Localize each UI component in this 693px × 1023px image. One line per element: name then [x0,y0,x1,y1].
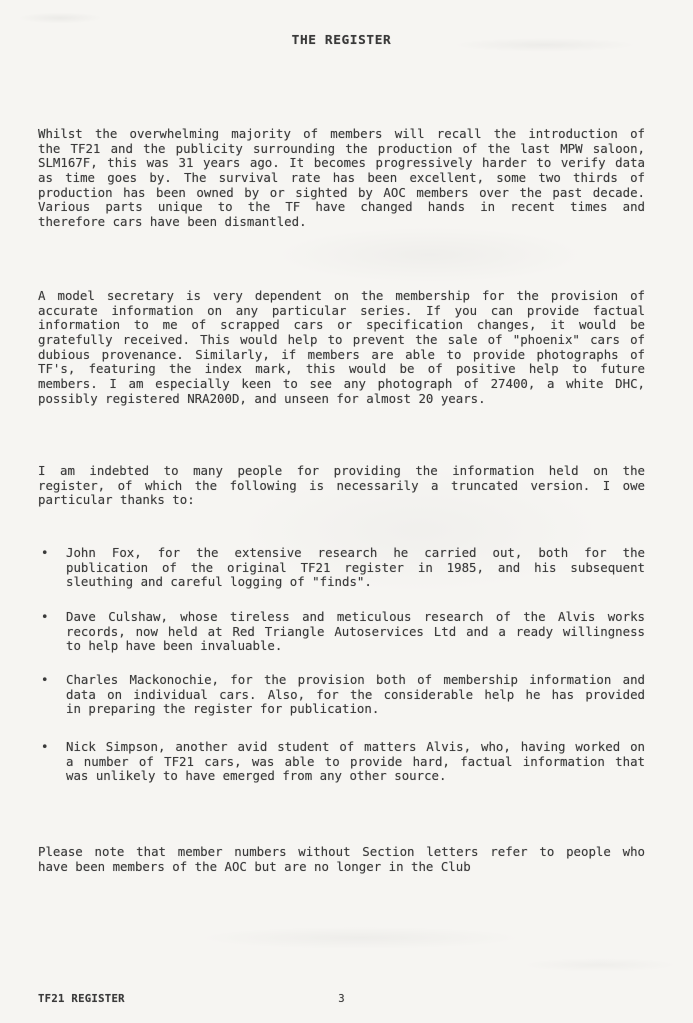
bullet-text [66,673,645,717]
text-line: production has been owned by or sighted by AOC members over the past decade. [38,184,645,200]
paragraph-introduction [38,127,645,230]
text-line: information to me of scrapped cars or specification changes, it would be [38,317,645,333]
paragraph-model-secretary [38,289,645,406]
footer-page-number: 3 [338,993,345,1005]
text-line: possibly registered NRA200D, and unseen for almost 20 years. [38,390,486,406]
text-line: John Fox, for the extensive research he carried out, both for the [66,545,645,560]
text-line: register, of which the following is necessarily a truncated version. I owe [38,477,645,493]
text-line: sleuthing and careful logging of "finds". [66,574,372,590]
text-line: Dave Culshaw, whose tireless and meticulous research of the Alvis works [66,609,645,624]
bullet-item-charles-mackonochie [38,673,645,717]
text-line: gratefully received. This would help to prevent the sale of "phoenix" cars of [38,331,645,347]
text-line: I am indebted to many people for providing the information held on the [38,463,645,478]
text-line: data on individual cars. Also, for the considerable help he has provided [66,686,645,702]
text-line: dubious provenance. Similarly, if members are able to provide photographs of [38,346,645,362]
text-line: to help have been invaluable. [66,638,283,654]
text-line: was unlikely to have emerged from any other source. [66,768,447,784]
text-line: SLM167F, this was 31 years ago. It becomes progressively harder to verify data [38,155,645,171]
text-line: members. I am especially keen to see any photograph of 27400, a white DHC, [38,375,645,391]
text-line: Various parts unique to the TF have changed hands in recent times and [38,199,645,215]
footer-document-title: TF21 REGISTER [38,993,125,1005]
text-line: have been members of the AOC but are no longer in the Club [38,858,471,874]
text-line: A model secretary is very dependent on the membership for the provision of [38,288,645,303]
text-line: a number of TF21 cars, was able to provide hard, factual information that [66,753,645,769]
text-line: Charles Mackonochie, for the provision both of membership information and [66,672,645,687]
text-line: as time goes by. The survival rate has been excellent, some two thirds of [38,169,645,185]
bullet-icon: • [41,545,49,560]
bullet-text [66,740,645,784]
text-line: Whilst the overwhelming majority of members will recall the introduction of [38,126,645,141]
bullet-text [66,546,645,590]
bullet-icon: • [41,739,49,754]
text-line: accurate information on any particular series. If you can provide factual [38,302,645,318]
text-line: in preparing the register for publication. [66,701,380,717]
bullet-icon: • [41,609,49,624]
bullet-text [66,610,645,654]
text-line: particular thanks to: [38,492,195,508]
text-line: TF's, featuring the index mark, this would be of positive help to future [38,361,645,377]
text-line: publication of the original TF21 register in 1985, and his subsequent [66,559,645,575]
text-line: Please note that member numbers without Section letters refer to people who [38,844,645,859]
text-line: therefore cars have been dismantled. [38,213,307,229]
text-line: records, now held at Red Triangle Autoservices Ltd and a ready willingness [66,623,645,639]
text-line: the TF21 and the publicity surrounding the production of the last MPW saloon, [38,140,645,156]
page-title: THE REGISTER [291,33,392,48]
paragraph-thanks-intro [38,464,645,508]
bullet-item-nick-simpson [38,740,645,784]
bullet-item-dave-culshaw [38,610,645,654]
bullet-item-john-fox [38,546,645,590]
bullet-icon: • [41,672,49,687]
text-line: Nick Simpson, another avid student of matters Alvis, who, having worked on [66,739,645,754]
paragraph-member-numbers-note [38,845,645,874]
